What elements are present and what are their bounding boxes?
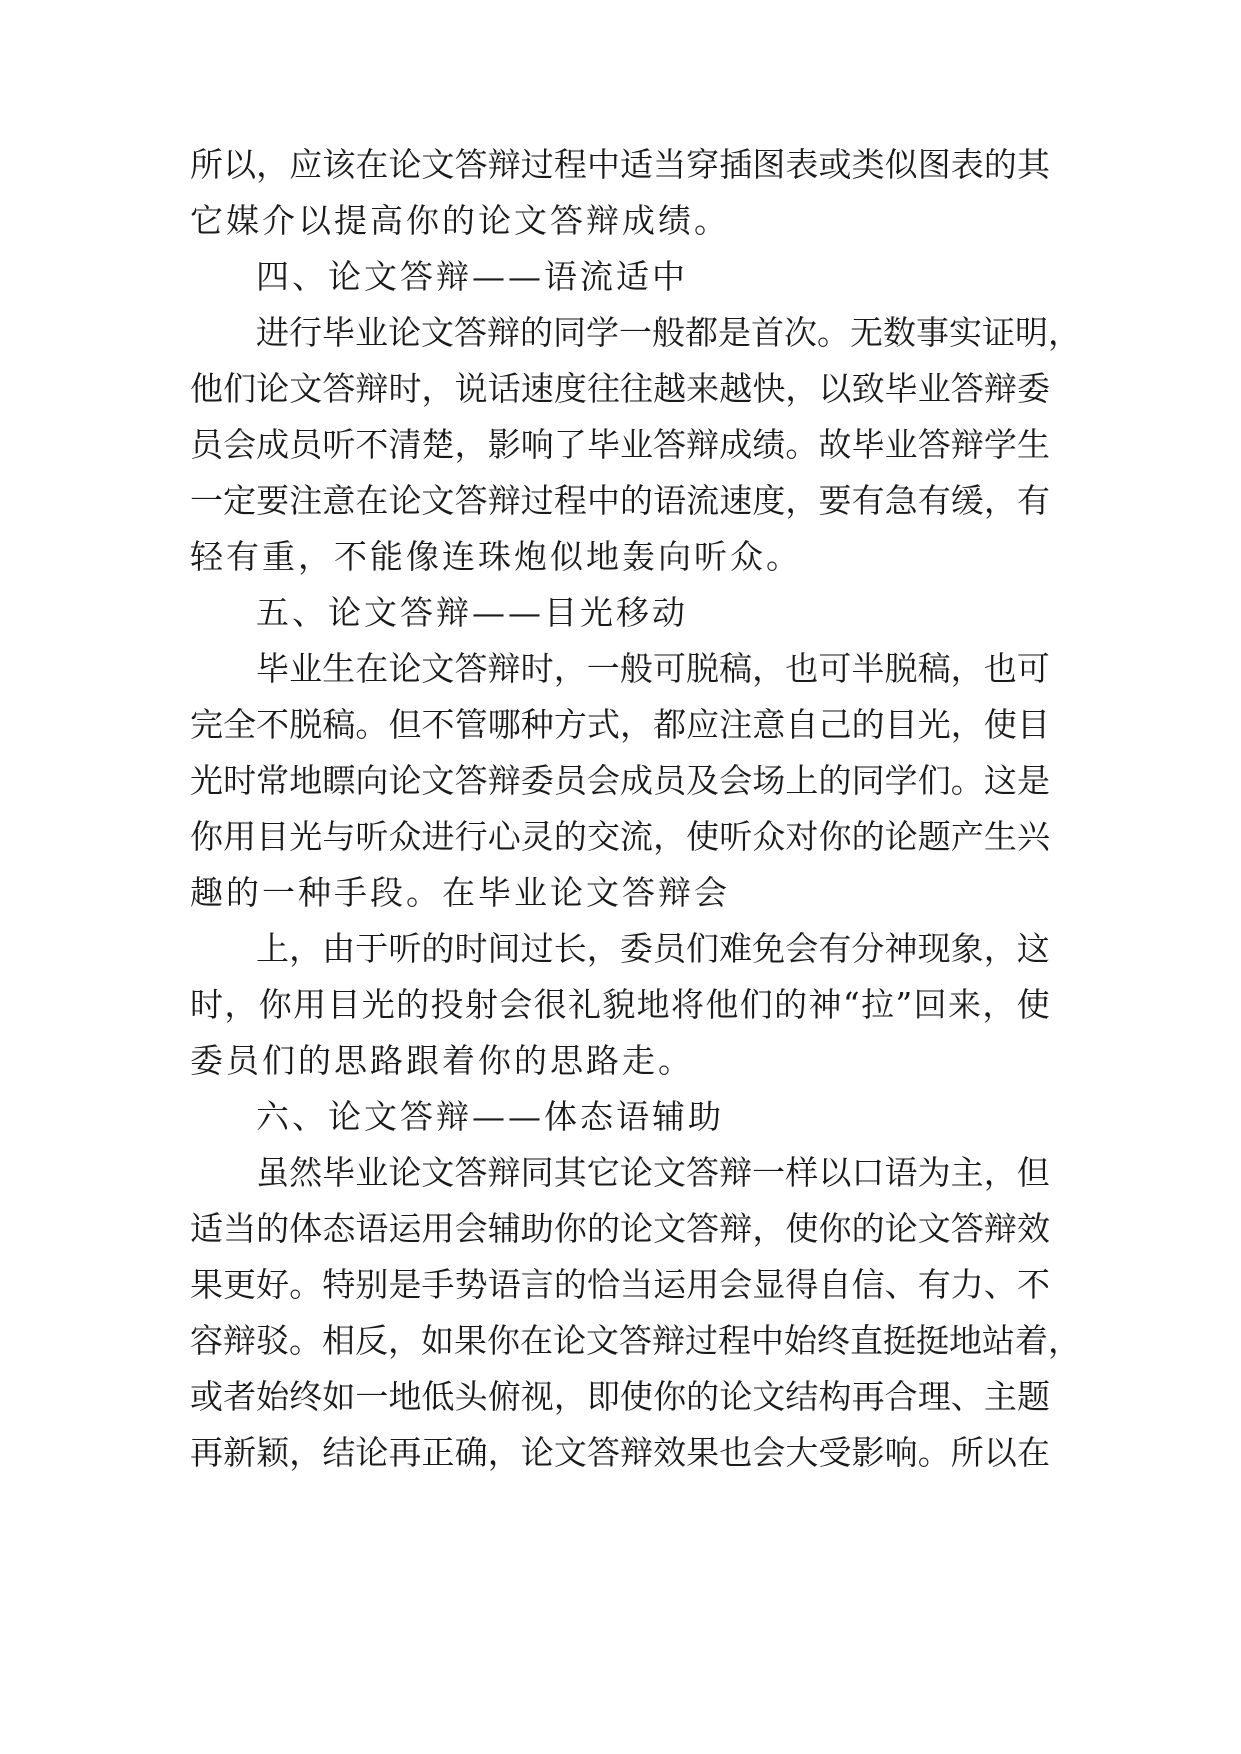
document-page <box>190 0 1081 1754</box>
text-line: 上 ， 由 于 听 的 时 间 过 长 ， 委 员 们 难 免 会 有 分 神 现 象 ， 这 <box>256 929 1050 968</box>
text-line: 一 定 要 注 意 在 论 文 答 辩 过 程 中 的 语 流 速 度 ， 要 有 急 有 缓 ， 有 <box>190 481 1050 520</box>
text-line: 趣的一种手段。在毕业论文答辩会 <box>190 873 730 912</box>
text-line: 员 会 成 员 听 不 清 楚 ， 影 响 了 毕 业 答 辩 成 绩 。 故 毕 业 答 辩 学 生 <box>190 425 1050 464</box>
text-line: 轻有重，不能像连珠炮似地轰向听众。 <box>190 537 802 576</box>
text-line: 或 者 始 终 如 一 地 低 头 俯 视 ， 即 使 你 的 论 文 结 构 再 合 理 、 主 题 <box>190 1377 1050 1416</box>
section-heading: 四、论文答辩——语流适中 <box>256 257 688 296</box>
section-heading: 六、论文答辩——体态语辅助 <box>256 1097 724 1136</box>
text-line: 适 当 的 体 态 语 运 用 会 辅 助 你 的 论 文 答 辩 ， 使 你 的 论 文 答 辩 效 <box>190 1209 1050 1248</box>
text-line: 时 ， 你 用 目 光 的 投 射 会 很 礼 貌 地 将 他 们 的 神 “ 拉 ” 回 来 ， 使 <box>190 985 1050 1024</box>
text-line: 光 时 常 地 瞟 向 论 文 答 辩 委 员 会 成 员 及 会 场 上 的 同 学 们 。 这 是 <box>190 761 1050 800</box>
text-line: 容 辩 驳 。 相 反 ， 如 果 你 在 论 文 答 辩 过 程 中 始 终 直 挺 挺 地 站 着 ， <box>190 1321 1081 1360</box>
text-line: 你 用 目 光 与 听 众 进 行 心 灵 的 交 流 ， 使 听 众 对 你 的 论 题 产 生 兴 <box>190 817 1050 856</box>
section-heading: 五、论文答辩——目光移动 <box>256 593 688 632</box>
text-line: 完 全 不 脱 稿 。 但 不 管 哪 种 方 式 ， 都 应 注 意 自 己 的 目 光 ， 使 目 <box>190 705 1050 744</box>
text-line: 虽 然 毕 业 论 文 答 辩 同 其 它 论 文 答 辩 一 样 以 口 语 为 主 ， 但 <box>256 1153 1050 1192</box>
text-line: 委员们的思路跟着你的思路走。 <box>190 1041 694 1080</box>
text-line: 所 以 ， 应 该 在 论 文 答 辩 过 程 中 适 当 穿 插 图 表 或 类 似 图 表 的 其 <box>190 145 1050 184</box>
text-line: 果 更 好 。 特 别 是 手 势 语 言 的 恰 当 运 用 会 显 得 自 信 、 有 力 、 不 <box>190 1265 1050 1304</box>
text-line: 它媒介以提高你的论文答辩成绩。 <box>190 201 730 240</box>
text-line: 进 行 毕 业 论 文 答 辩 的 同 学 一 般 都 是 首 次 。 无 数 事 实 证 明 ， <box>256 313 1081 352</box>
text-line: 再 新 颖 ， 结 论 再 正 确 ， 论 文 答 辩 效 果 也 会 大 受 影 响 。 所 以 在 <box>190 1433 1050 1472</box>
text-line: 毕 业 生 在 论 文 答 辩 时 ， 一 般 可 脱 稿 ， 也 可 半 脱 稿 ， 也 可 <box>256 649 1050 688</box>
text-line: 他 们 论 文 答 辩 时 ， 说 话 速 度 往 往 越 来 越 快 ， 以 致 毕 业 答 辩 委 <box>190 369 1050 408</box>
